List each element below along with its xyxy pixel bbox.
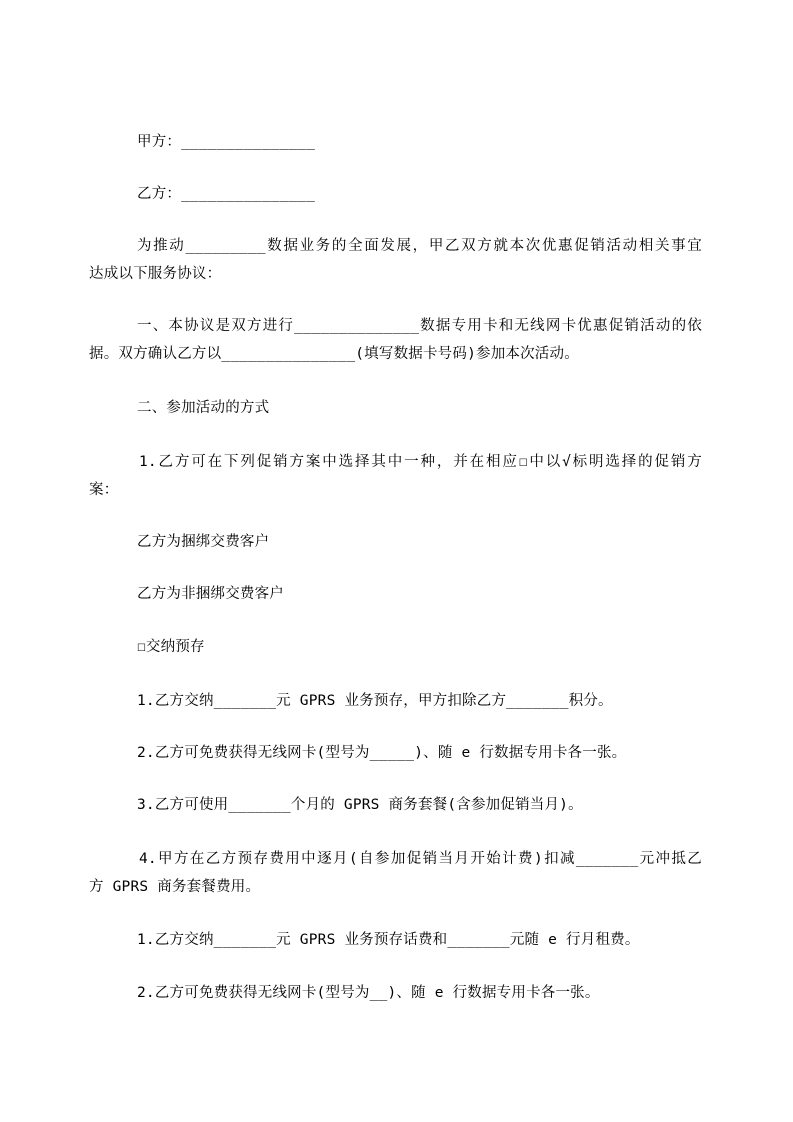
party-b-line: 乙方：_______________ <box>137 186 316 202</box>
prepay-item-4-line-1: 4.甲方在乙方预存费用中逐月(自参加促销当月开始计费)扣减_______元冲抵乙 <box>139 851 702 867</box>
intro-line-2: 达成以下服务协议： <box>89 266 222 282</box>
option-prepay: ☐交纳预存 <box>137 639 205 655</box>
party-a-line: 甲方：_______________ <box>137 134 316 150</box>
fee-item-1: 1.乙方交纳_______元 GPRS 业务预存话费和_______元随 e 行月租费。 <box>137 932 640 948</box>
prepay-item-1: 1.乙方交纳_______元 GPRS 业务预存，甲方扣除乙方_______积分。 <box>137 693 613 709</box>
prepay-item-2: 2.乙方可免费获得无线网卡(型号为_____)、随 e 行数据专用卡各一张。 <box>137 745 627 761</box>
item-1-line-1: 1.乙方可在下列促销方案中选择其中一种，并在相应☐中以√标明选择的促销方 <box>139 454 702 470</box>
intro-line-1: 为推动_________数据业务的全面发展，甲乙双方就本次优惠促销活动相关事宜 <box>137 238 702 254</box>
clause-2-heading: 二、参加活动的方式 <box>137 400 270 416</box>
clause-1-line-1: 一、本协议是双方进行______________数据专用卡和无线网卡优惠促销活动的依 <box>137 318 702 334</box>
item-1-line-2: 案： <box>89 482 119 498</box>
fee-item-2: 2.乙方可免费获得无线网卡(型号为__)、随 e 行数据专用卡各一张。 <box>137 985 600 1001</box>
option-bundled: 乙方为捆绑交费客户 <box>137 534 270 550</box>
clause-1-line-2: 据。双方确认乙方以_______________(填写数据卡号码)参加本次活动。 <box>89 346 579 362</box>
option-unbundled: 乙方为非捆绑交费客户 <box>137 586 284 602</box>
prepay-item-3: 3.乙方可使用_______个月的 GPRS 商务套餐(含参加促销当月)。 <box>137 797 583 813</box>
prepay-item-4-line-2: 方 GPRS 商务套餐费用。 <box>89 879 261 895</box>
